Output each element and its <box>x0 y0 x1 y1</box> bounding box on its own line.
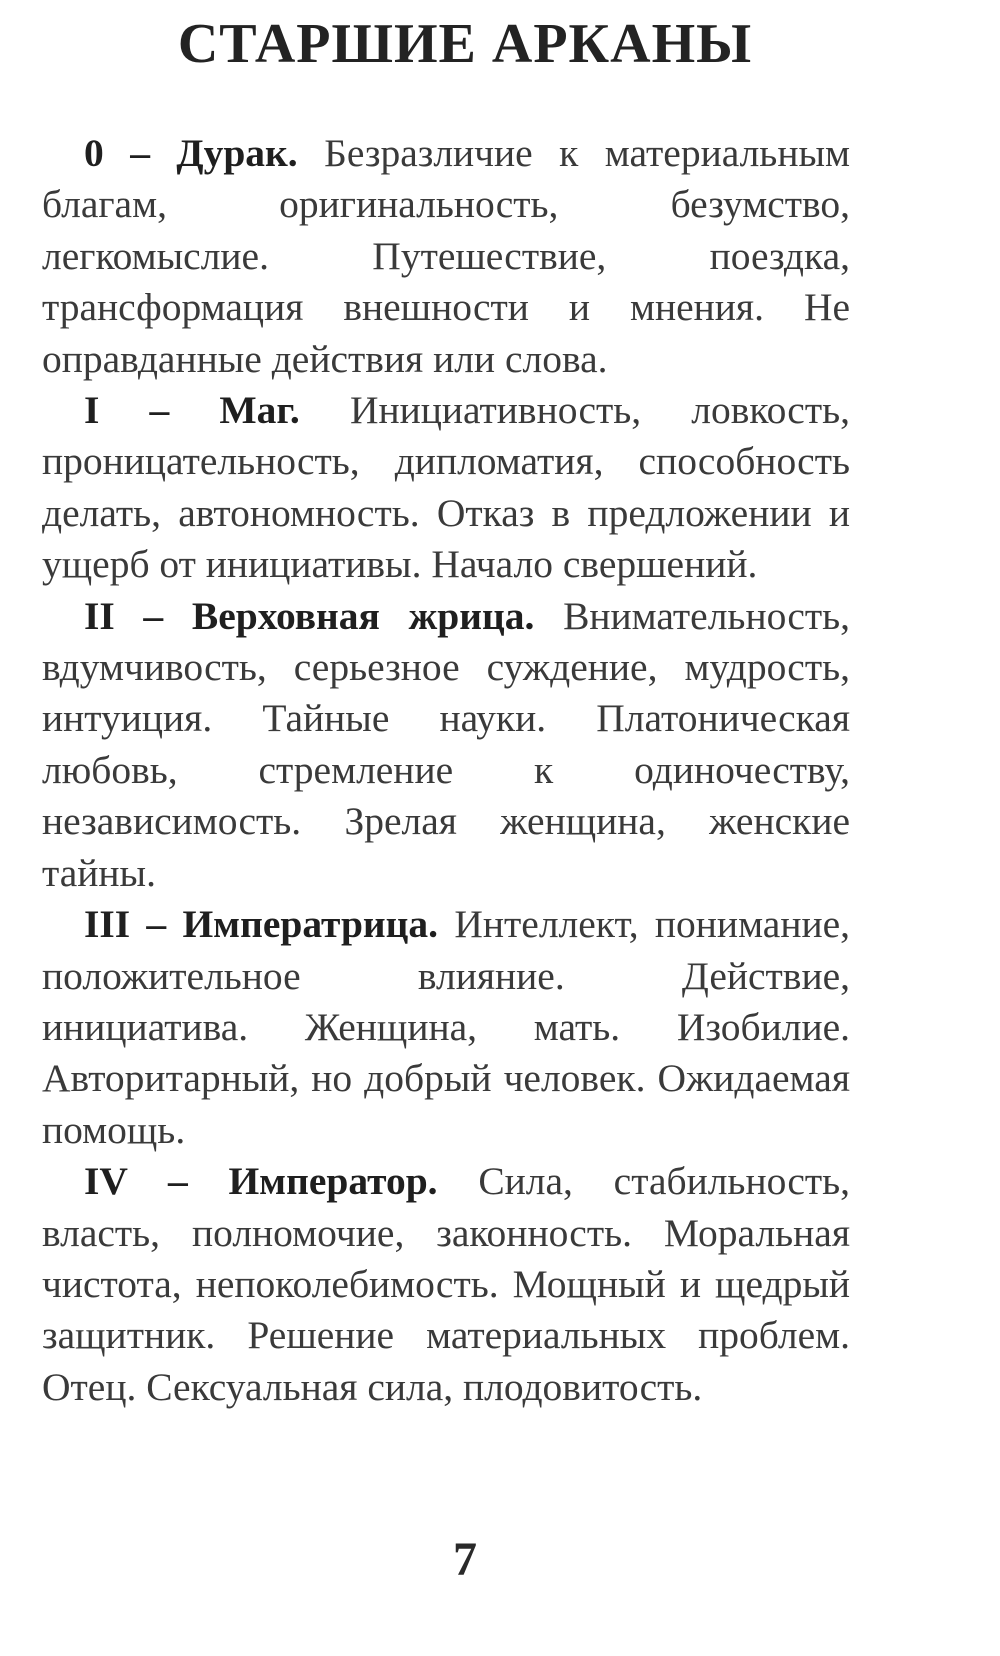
entry-heading: II – Верховная жрица. <box>84 593 535 638</box>
entry-heading: 0 – Дурак. <box>84 131 298 175</box>
arcana-entry-fool <box>42 128 850 385</box>
arcana-entry-magician <box>42 385 850 591</box>
page-number: 7 <box>453 1533 477 1586</box>
entry-text: Интеллект, понимание, положительное влияние. Действие, инициатива. Женщина, мать. Изобилие. Авторитарный, но добрый человек. Ожидаемая помощь. <box>42 902 851 1152</box>
entry-heading: III – Императрица. <box>84 902 439 947</box>
entry-heading: I – Маг. <box>84 388 300 433</box>
arcana-entry-empress <box>42 899 850 1156</box>
page-title: СТАРШИЕ АРКАНЫ <box>177 13 753 75</box>
entry-text: Инициативность, ловкость, проницательность, дипломатия, способность делать, автономность. Отказ в предложении и ущерб от инициативы. Начало свершений. <box>42 388 850 587</box>
arcana-entry-emperor <box>42 1156 850 1413</box>
arcana-list <box>42 128 850 1413</box>
entry-text: Безразличие к материальным благам, оригинальность, безумство, легкомыслие. Путешествие, поездка, трансформация внешности и мнения. Не оправданные действия или слова. <box>42 131 850 381</box>
entry-text: Внимательность, вдумчивость, серьезное суждение, мудрость, интуиция. Тайные науки. Платоническая любовь, стремление к одиночеству, независимость. Зрелая женщина, женские тайны. <box>42 593 850 895</box>
entry-heading: IV – Император. <box>84 1159 438 1204</box>
arcana-entry-high-priestess <box>42 591 850 899</box>
entry-text: Сила, стабильность, власть, полномочие, законность. Моральная чистота, непоколебимость. Мощный и щедрый защитник. Решение материальных проблем. Отец. Сексуальная сила, плодовитость. <box>42 1159 850 1409</box>
